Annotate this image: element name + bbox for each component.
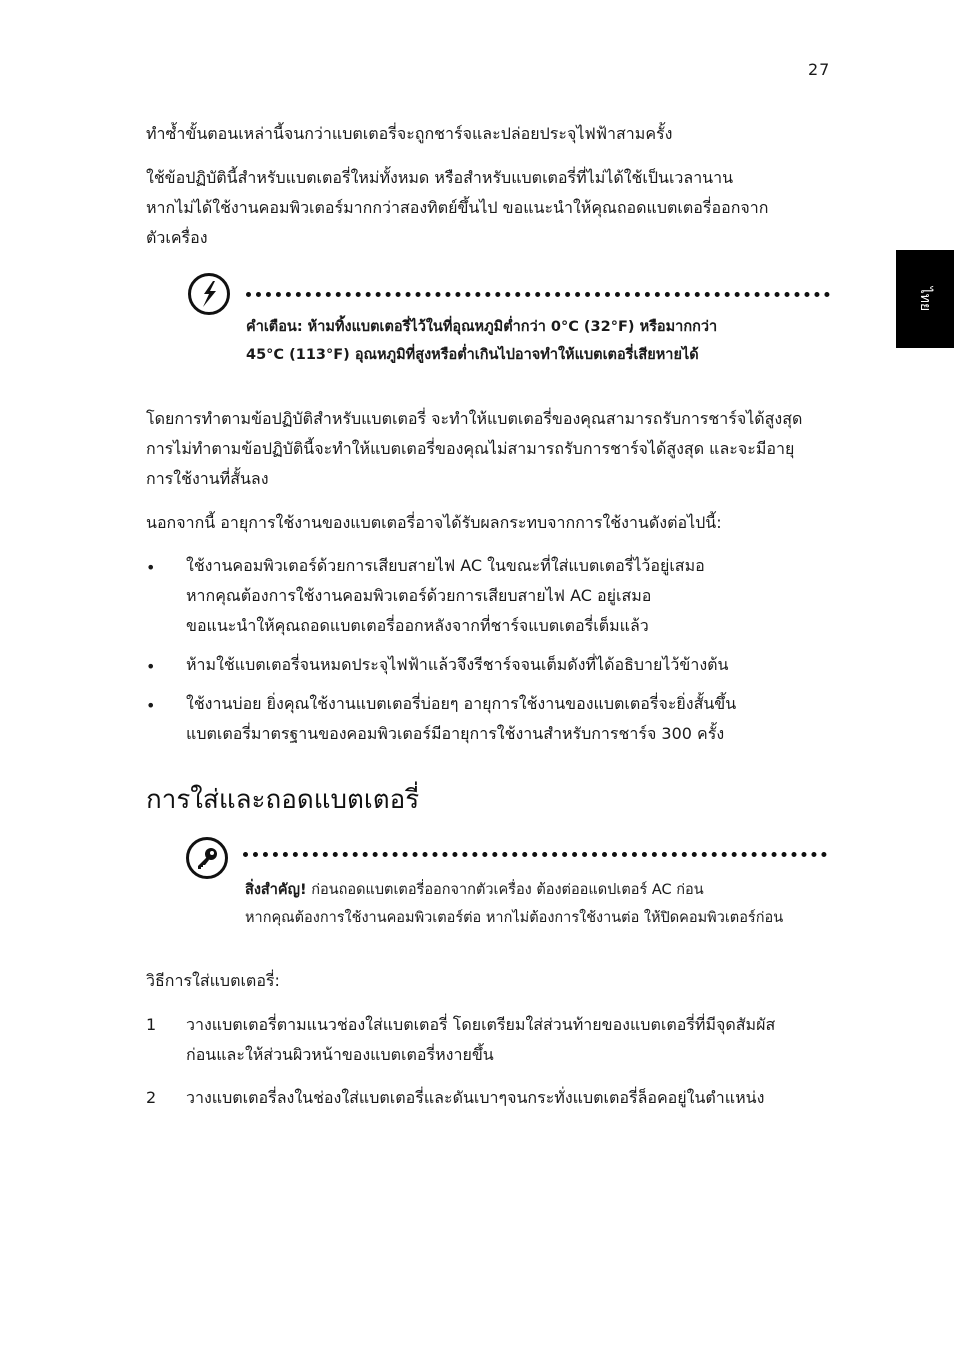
step-1-line-1: วางแบตเตอรี่ตามแนวช่องใส่แบตเตอรี่ โดยเตรียมใส่ส่วนท้ายของแบตเตอรี่ที่มีจุดสัมผัส [186,1015,776,1034]
page-number: 27 [808,60,831,79]
paragraph-benefits-line-3: การใช้งานที่สั้นลง [146,469,269,488]
important-label: สิ่งสำคัญ! [245,882,307,898]
bullet-3-line-1: ใช้งานบ่อย ยิ่งคุณใช้งานแบตเตอรี่บ่อยๆ อายุการใช้งานของแบตเตอรี่จะยิ่งสั้นขึ้น [186,694,737,713]
warning-text-line-1: คำเตือน: ห้ามทิ้งแบตเตอรี่ไว้ในที่อุณหภูมิต่ำกว่า 0°C (32°F) หรือมากกว่า [246,319,718,335]
section-heading: การใส่และถอดแบตเตอรี่ [146,785,420,815]
bullet-1-line-1: ใช้งานคอมพิวเตอร์ด้วยการเสียบสายไฟ AC ในขณะที่ใส่แบตเตอรี่ไว้อยู่เสมอ [186,556,705,575]
bullet-3-marker: • [146,696,156,715]
paragraph-new-battery-line-3: ตัวเครื่อง [146,228,208,247]
important-dotted-divider [243,852,827,857]
paragraph-new-battery-line-1: ใช้ข้อปฏิบัตินี้สำหรับแบตเตอรี่ใหม่ทั้งหมด หรือสำหรับแบตเตอรี่ที่ไม่ได้ใช้เป็นเวลานาน [146,168,734,187]
key-important-icon [186,837,228,879]
steps-intro: วิธีการใส่แบตเตอรี่: [146,971,280,990]
bullet-2-marker: • [146,657,156,676]
warning-text-line-2: 45°C (113°F) อุณหภูมิที่สูงหรือต่ำเกินไปอาจทำให้แบตเตอรี่เสียหายได้ [246,347,699,363]
step-2-number: 2 [146,1088,157,1107]
step-1-line-2: ก่อนและให้ส่วนผิวหน้าของแบตเตอรี่หงายขึ้น [186,1045,494,1064]
lightning-warning-icon [188,273,230,315]
bullet-3-line-2: แบตเตอรี่มาตรฐานของคอมพิวเตอร์มีอายุการใช้งานสำหรับการชาร์จ 300 ครั้ง [186,724,725,743]
important-text-line-1 [245,876,704,904]
step-1-number: 1 [146,1015,157,1034]
bullet-1-line-3: ขอแนะนำให้คุณถอดแบตเตอรี่ออกหลังจากที่ชาร์จแบตเตอรี่เต็มแล้ว [186,616,649,635]
important-text-line-2: หากคุณต้องการใช้งานคอมพิวเตอร์ต่อ หากไม่ต้องการใช้งานต่อ ให้ปิดคอมพิวเตอร์ก่อน [245,910,784,926]
paragraph-repeat-cycle: ทำซ้ำขั้นตอนเหล่านี้จนกว่าแบตเตอรี่จะถูกชาร์จและปล่อยประจุไฟฟ้าสามครั้ง [146,124,673,143]
language-tab-label: ไทย [917,286,933,312]
step-2-line-1: วางแบตเตอรี่ลงในช่องใส่แบตเตอรี่และดันเบาๆจนกระทั่งแบตเตอรี่ล็อคอยู่ในตำแหน่ง [186,1088,765,1107]
warning-dotted-divider [246,292,830,297]
paragraph-benefits-line-2: การไม่ทำตามข้อปฏิบัตินี้จะทำให้แบตเตอรี่ของคุณไม่สามารถรับการชาร์จได้สูงสุด และจะมีอายุ [146,439,795,458]
paragraph-lifespan-factors: นอกจากนี้ อายุการใช้งานของแบตเตอรี่อาจได้รับผลกระทบจากการใช้งานดังต่อไปนี้: [146,513,722,532]
language-side-tab [896,250,954,348]
bullet-1-marker: • [146,558,156,577]
bullet-1-line-2: หากคุณต้องการใช้งานคอมพิวเตอร์ด้วยการเสียบสายไฟ AC อยู่เสมอ [186,586,652,605]
paragraph-new-battery-line-2: หากไม่ได้ใช้งานคอมพิวเตอร์มากกว่าสองทิตย์ขึ้นไป ขอแนะนำให้คุณถอดแบตเตอรี่ออกจาก [146,198,769,217]
bullet-2-line-1: ห้ามใช้แบตเตอรี่จนหมดประจุไฟฟ้าแล้วจึงรีชาร์จจนเต็มดังที่ได้อธิบายไว้ข้างต้น [186,655,729,674]
important-text-line-1-rest: ก่อนถอดแบตเตอรี่ออกจากตัวเครื่อง ต้องต่ออแดปเตอร์ AC ก่อน [306,882,704,898]
paragraph-benefits-line-1: โดยการทำตามข้อปฏิบัติสำหรับแบตเตอรี่ จะทำให้แบตเตอรี่ของคุณสามารถรับการชาร์จได้สูงสุด [146,409,803,428]
